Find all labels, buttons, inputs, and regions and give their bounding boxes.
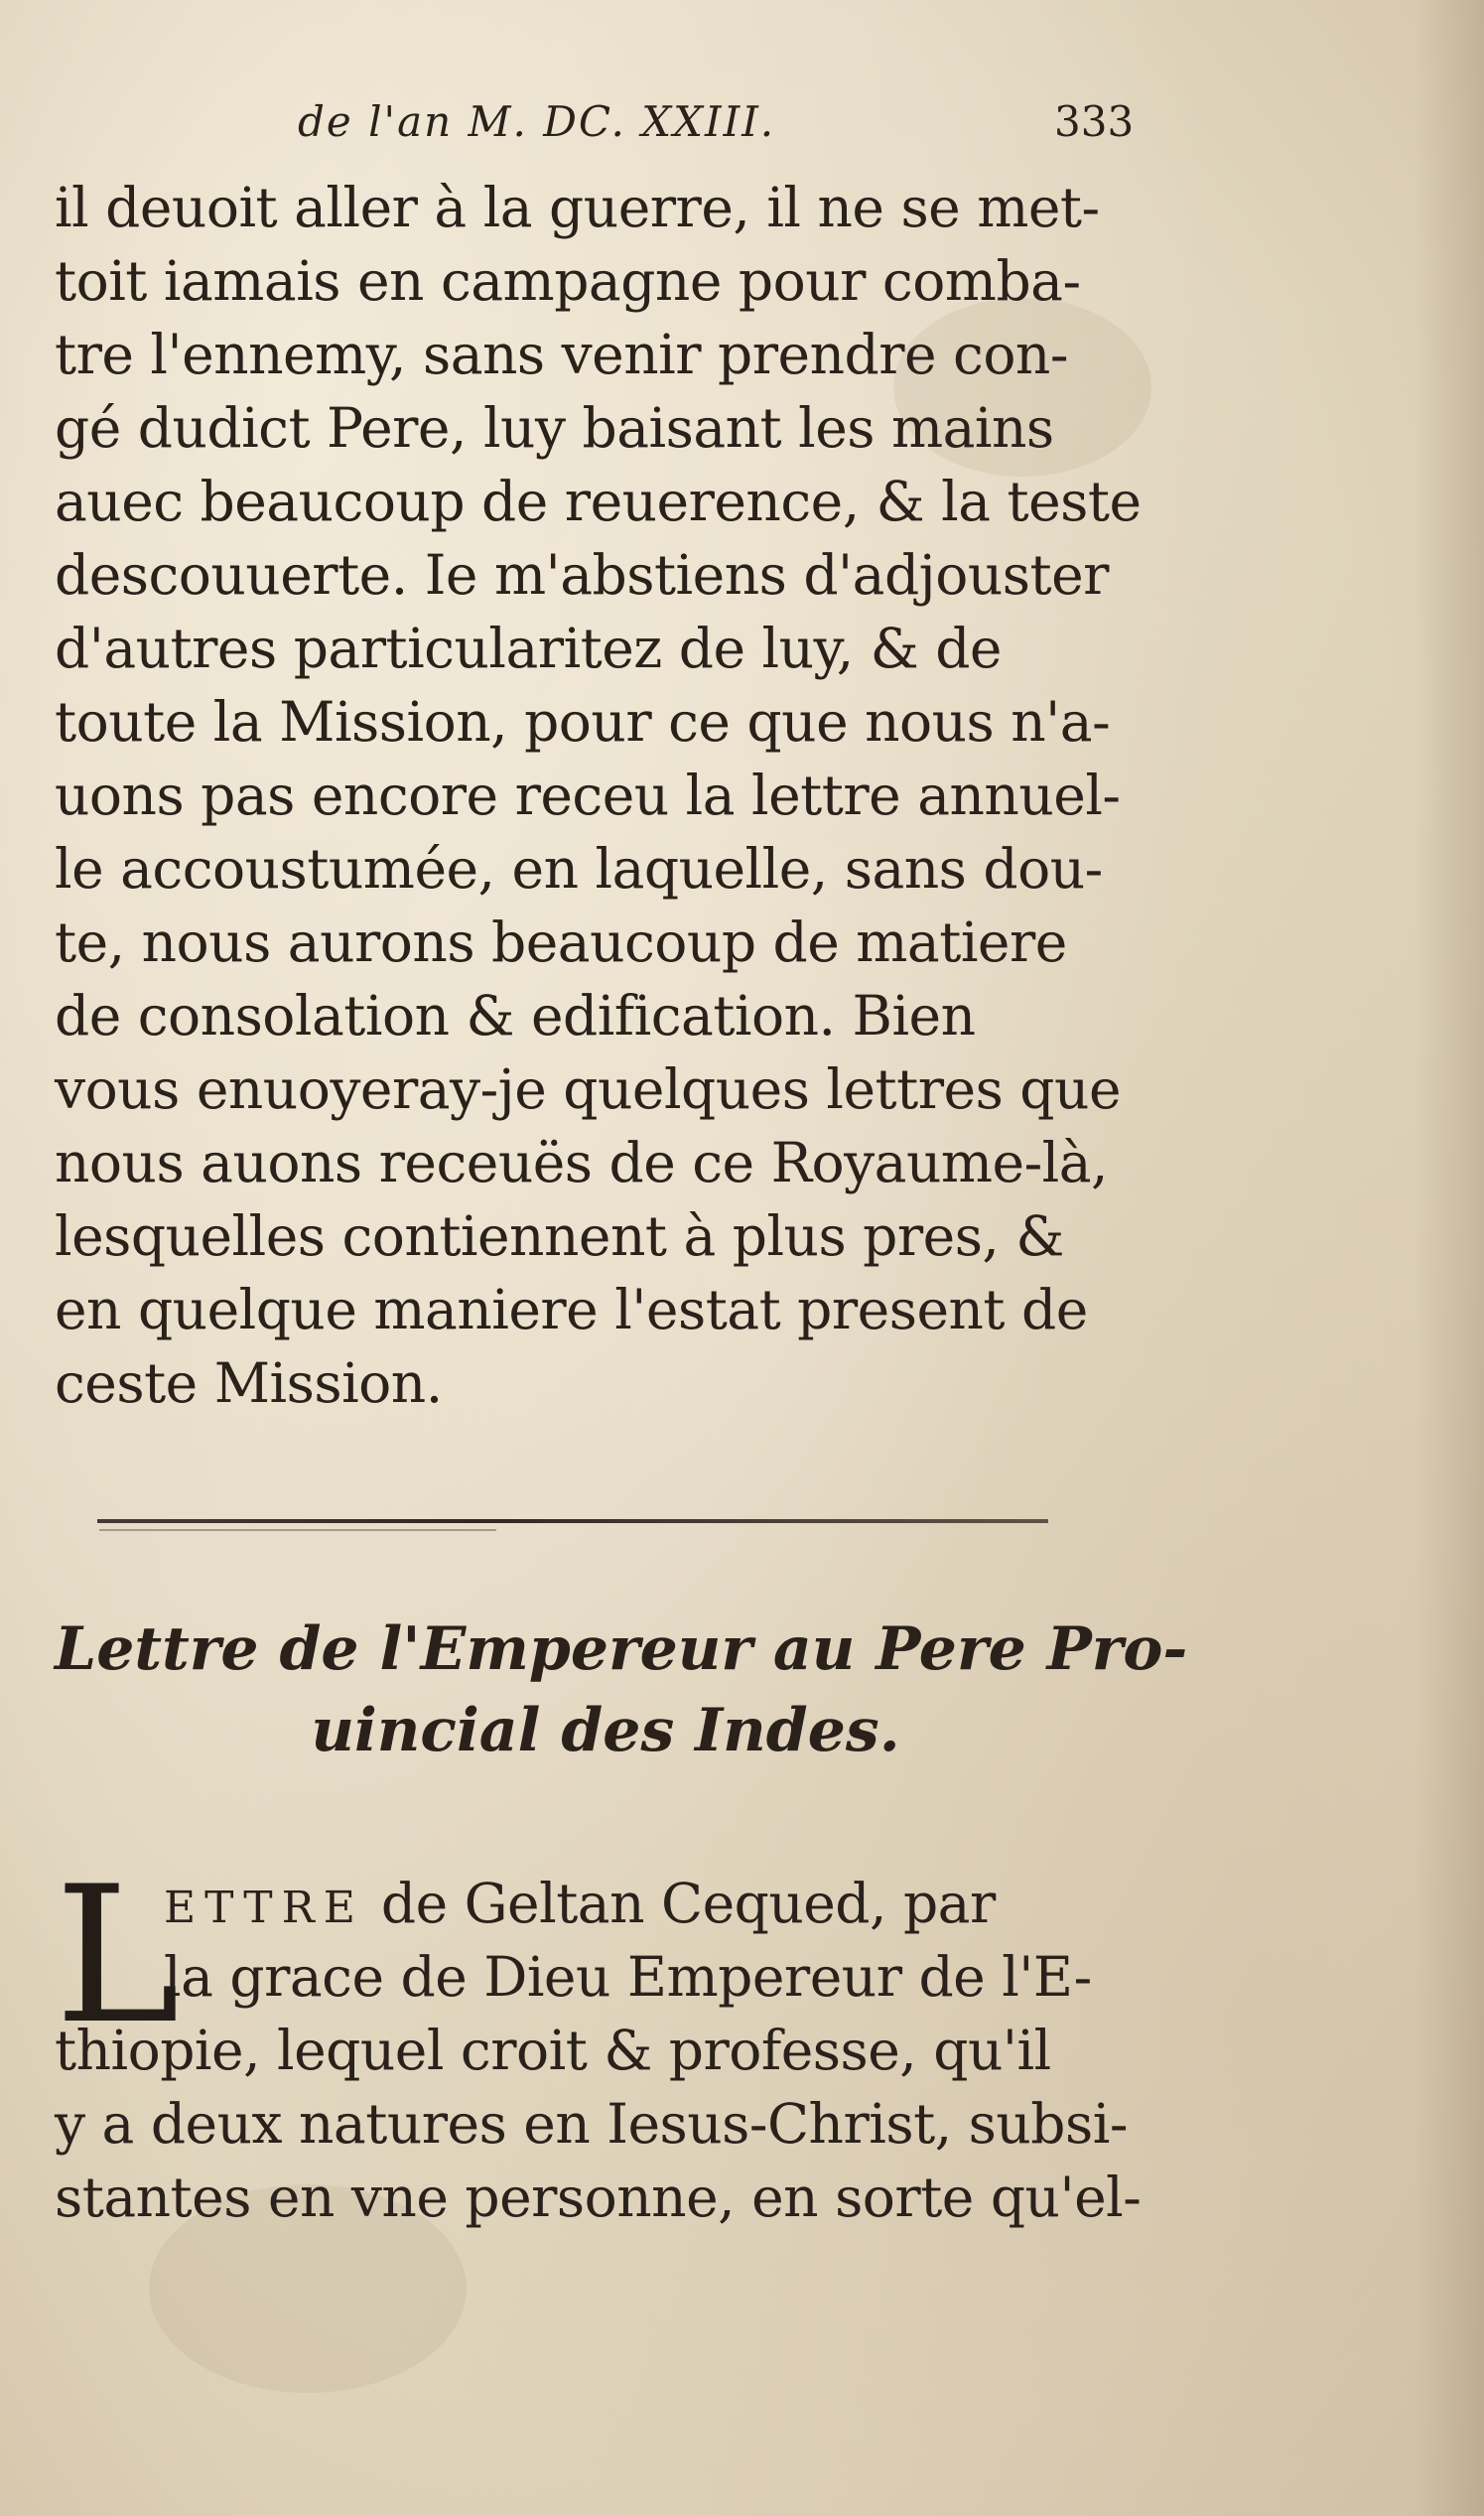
heading-line: Lettre de l'Empereur au Pere Pro- [55,1614,1188,1684]
text-line: y a deux natures en Iesus-Christ, subsi- [55,2092,1128,2156]
letter-text [55,1846,1156,2234]
letter-heading [55,1608,1188,1771]
text-line: en quelque maniere l'estat present de [55,1278,1088,1341]
section-divider-shadow [99,1529,496,1531]
body-paragraph [55,171,1156,1420]
text-line: vous enuoyeray-je quelques lettres que [55,1057,1121,1121]
first-word-small-caps: ETTRE [164,1883,364,1933]
text-line: gé dudict Pere, luy baisant les mains [55,396,1054,460]
page-gutter-shadow [1415,0,1484,2516]
text-line: lesquelles contiennent à plus pres, & [55,1204,1064,1268]
text-line: stantes en vne personne, en sorte qu'el- [55,2166,1142,2229]
text-line: descouuerte. Ie m'abstiens d'adjouster [55,543,1109,607]
text-line: tre l'ennemy, sans venir prendre con- [55,323,1068,386]
section-divider [97,1519,1048,1523]
heading-line: uincial des Indes. [311,1696,900,1765]
running-title: de l'an M. DC. XXIII. [298,97,776,146]
text-line: nous auons receuës de ce Royaume-là, [55,1131,1109,1194]
text-line: le accoustumée, en laquelle, sans dou- [55,837,1103,901]
text-line: d'autres particularitez de luy, & de [55,617,1002,680]
text-line: ceste Mission. [55,1351,443,1415]
first-line-rest: de Geltan Cequed, par [363,1872,996,1935]
text-line: auec beaucoup de reuerence, & la teste [55,470,1142,533]
text-line: il deuoit aller à la guerre, il ne se met- [55,176,1100,239]
running-head [0,97,1484,157]
text-line: toit iamais en campagne pour comba- [55,249,1081,313]
text-line: te, nous aurons beaucoup de matiere [55,910,1067,974]
text-line: de consolation & edification. Bien [55,984,976,1048]
text-line: thiopie, lequel croit & professe, qu'il [55,2019,1051,2082]
text-line: toute la Mission, pour ce que nous n'a- [55,690,1111,754]
drop-cap-initial: L [55,1846,181,2065]
text-line: la grace de Dieu Empereur de l'E- [164,1945,1092,2009]
text-line [55,1867,1156,1940]
text-line: uons pas encore receu la lettre annuel- [55,764,1121,827]
page-number: 333 [1054,97,1135,146]
